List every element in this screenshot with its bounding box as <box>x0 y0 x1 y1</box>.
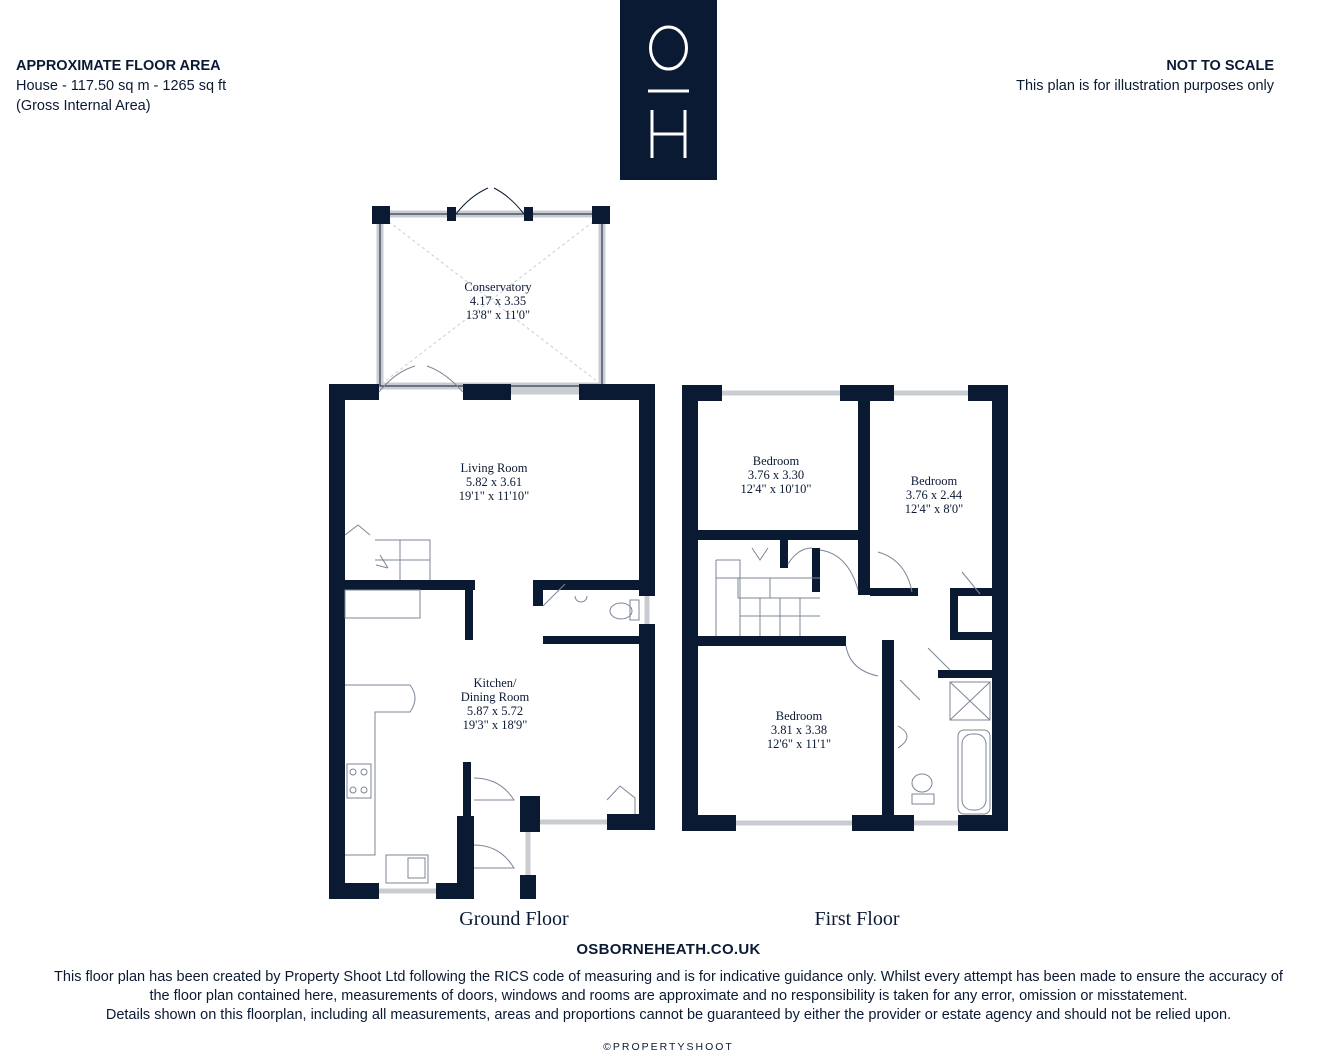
first-floor-walls <box>682 385 1008 831</box>
floor-area-house: House - 117.50 sq m - 1265 sq ft <box>16 78 227 94</box>
disclaimer <box>0 968 1337 1025</box>
room-metric: 3.76 x 3.30 <box>747 468 805 482</box>
website-link[interactable]: OSBORNEHEATH.CO.UK <box>576 941 761 958</box>
room-imperial: 13'8" x 11'0" <box>465 308 531 322</box>
disclaimer-line-3: Details shown on this floorplan, including all measurements, areas and proportions cannot be guaranteed by either the provider or estate agency and should not be relied upon. <box>105 1007 1232 1023</box>
room-label-kitchen <box>461 676 530 732</box>
disclaimer-line-1: This floor plan has been created by Property Shoot Ltd following the RICS code of measuring and is for indicative guidance only. Whilst every attempt has been made to ensure the accuracy of <box>54 969 1283 985</box>
scale-note: This plan is for illustration purposes only <box>1016 78 1274 94</box>
room-metric: 5.82 x 3.61 <box>465 475 523 489</box>
room-imperial: 19'1" x 11'10" <box>458 489 530 503</box>
disclaimer-line-2: the floor plan contained here, measurements of doors, windows and rooms are approximate and no responsibility is taken for any error, omission or misstatement. <box>149 988 1188 1004</box>
room-metric: 4.17 x 3.35 <box>469 294 527 308</box>
room-metric: 3.76 x 2.44 <box>905 488 963 502</box>
first-floor-fixtures <box>716 548 990 814</box>
room-name: Bedroom <box>752 454 800 468</box>
ground-floor-label: Ground Floor <box>459 908 569 930</box>
room-metric: 5.87 x 5.72 <box>466 704 524 718</box>
room-name: Bedroom <box>910 474 958 488</box>
room-label-living <box>459 461 530 503</box>
room-imperial: 12'4" x 8'0" <box>904 502 964 516</box>
room-name-2: Dining Room <box>460 690 530 704</box>
room-label-bedroom-1 <box>741 454 812 496</box>
room-imperial: 19'3" x 18'9" <box>462 718 528 732</box>
ground-floor-fixtures <box>345 366 639 883</box>
room-label-bedroom-2 <box>905 474 963 516</box>
room-label-conservatory <box>464 280 532 322</box>
room-name: Bedroom <box>775 709 823 723</box>
room-metric: 3.81 x 3.38 <box>770 723 828 737</box>
room-imperial: 12'4" x 10'10" <box>740 482 812 496</box>
scale-title: NOT TO SCALE <box>1166 58 1274 74</box>
room-imperial: 12'6" x 11'1" <box>766 737 832 751</box>
first-floor-label: First Floor <box>814 908 900 930</box>
room-name: Living Room <box>460 461 528 475</box>
room-label-bedroom-3 <box>767 709 831 751</box>
provider-credit: ©PROPERTYSHOOT <box>603 1041 734 1053</box>
floor-area-title: APPROXIMATE FLOOR AREA <box>16 58 221 74</box>
room-name: Conservatory <box>464 280 532 294</box>
room-name-1: Kitchen/ <box>473 676 517 690</box>
floor-area-gia: (Gross Internal Area) <box>16 98 151 114</box>
